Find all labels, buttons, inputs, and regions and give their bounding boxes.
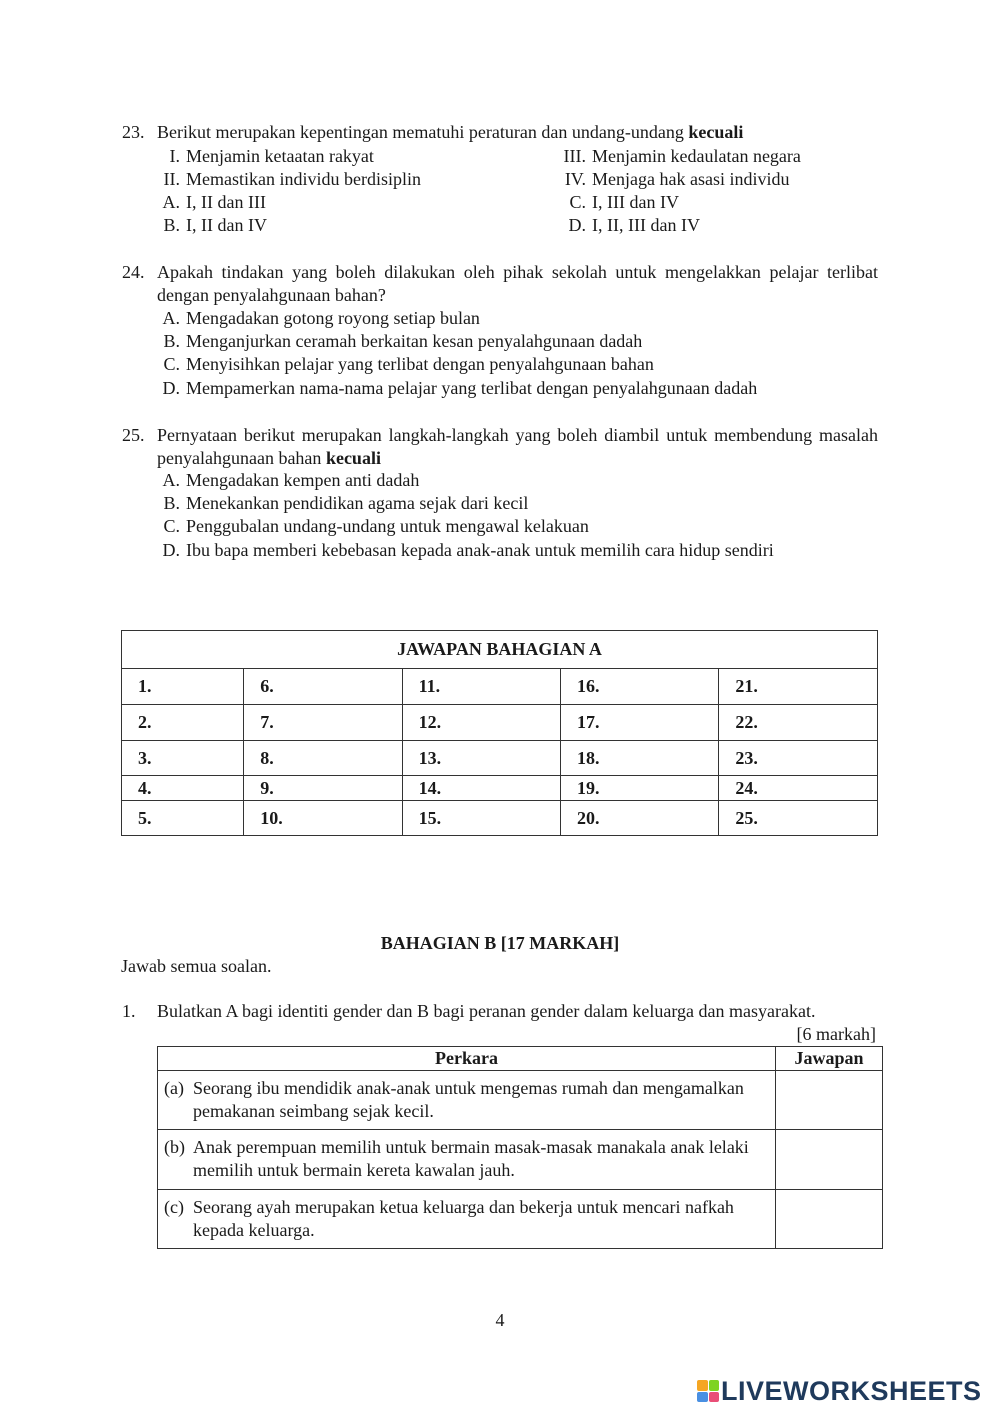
option-b: B. Menekankan pendidikan agama sejak dari kecil	[163, 493, 529, 513]
keyword-kecuali: kecuali	[325, 448, 381, 468]
item-text: Anak perempuan memilih untuk bermain masak-masak manakala anak lelaki memilih untuk bermain kereta kawalan jauh.	[193, 1137, 749, 1180]
option-a: A. Mengadakan kempen anti dadah	[162, 470, 420, 490]
option-d: D. I, II, III dan IV	[568, 215, 700, 235]
page-number: 4	[495, 1310, 505, 1330]
question-23	[122, 121, 878, 144]
item-cell	[158, 1071, 776, 1130]
option-c: C. I, III dan IV	[569, 192, 679, 212]
column-header-jawapan: Jawapan	[776, 1047, 883, 1071]
gender-table	[157, 1046, 883, 1249]
statement-4: IV. Menjaga hak asasi individu	[564, 169, 790, 189]
answer-cell[interactable]: 21.	[719, 669, 878, 705]
table-row	[122, 741, 878, 776]
answer-cell[interactable]: 3.	[122, 741, 244, 776]
answer-cell[interactable]: 17.	[561, 705, 719, 741]
section-b-instruction: Jawab semua soalan.	[121, 956, 272, 976]
table-row	[122, 669, 878, 705]
question-25	[122, 424, 878, 470]
answer-cell[interactable]: 4.	[122, 776, 244, 801]
answer-cell[interactable]	[776, 1190, 883, 1249]
table-row	[158, 1130, 883, 1190]
answer-cell[interactable]: 1.	[122, 669, 244, 705]
question-text: Pernyataan berikut merupakan langkah-langkah yang boleh diambil untuk membendung masalah penyalahgunaan bahan kecuali	[157, 425, 878, 468]
option-b: B. I, II dan IV	[163, 215, 267, 235]
liveworksheets-watermark	[697, 1376, 982, 1406]
item-label: (b)	[164, 1137, 185, 1157]
answer-cell[interactable]: 12.	[402, 705, 560, 741]
item-text: Seorang ayah merupakan ketua keluarga dan bekerja untuk mencari nafkah kepada keluarga.	[193, 1197, 734, 1240]
table-row	[122, 801, 878, 836]
item-cell	[158, 1130, 776, 1190]
marks-label: [6 markah]	[796, 1024, 876, 1044]
item-label: (a)	[164, 1078, 184, 1098]
answer-cell[interactable]: 2.	[122, 705, 244, 741]
option-d: D. Mempamerkan nama-nama pelajar yang terlibat dengan penyalahgunaan dadah	[162, 378, 758, 398]
answer-cell[interactable]: 10.	[244, 801, 402, 836]
answer-cell[interactable]: 23.	[719, 741, 878, 776]
liveworksheets-logo-icon	[697, 1380, 719, 1402]
item-text: Seorang ibu mendidik anak-anak untuk mengemas rumah dan mengamalkan pemakanan seimbang sejak kecil.	[193, 1078, 744, 1121]
option-a: A. I, II dan III	[162, 192, 266, 212]
answer-cell[interactable]: 22.	[719, 705, 878, 741]
statement-2: II. Memastikan individu berdisiplin	[163, 169, 421, 189]
answer-table-title: JAWAPAN BAHAGIAN A	[122, 631, 878, 669]
question-text: Berikut merupakan kepentingan mematuhi peraturan dan undang-undang kecuali	[157, 122, 744, 142]
option-b: B. Menganjurkan ceramah berkaitan kesan penyalahgunaan dadah	[163, 331, 643, 351]
keyword-kecuali: kecuali	[688, 122, 744, 142]
answer-cell[interactable]: 24.	[719, 776, 878, 801]
answer-cell[interactable]: 5.	[122, 801, 244, 836]
question-number: 1.	[122, 1001, 136, 1021]
table-header-row	[158, 1047, 883, 1071]
item-cell	[158, 1190, 776, 1249]
table-row	[122, 776, 878, 801]
answer-cell[interactable]: 16.	[561, 669, 719, 705]
answer-cell[interactable]	[776, 1130, 883, 1190]
answer-cell[interactable]: 14.	[402, 776, 560, 801]
answer-cell[interactable]: 7.	[244, 705, 402, 741]
answer-cell[interactable]: 13.	[402, 741, 560, 776]
answer-cell[interactable]	[776, 1071, 883, 1130]
answer-table	[121, 630, 878, 836]
option-d: D. Ibu bapa memberi kebebasan kepada anak-anak untuk memilih cara hidup sendiri	[162, 540, 774, 560]
statement-3: III. Menjamin kedaulatan negara	[563, 146, 801, 166]
answer-cell[interactable]: 19.	[561, 776, 719, 801]
section-b-title: BAHAGIAN B [17 MARKAH]	[380, 933, 620, 953]
question-number: 25.	[122, 425, 145, 445]
question-text: Apakah tindakan yang boleh dilakukan oleh pihak sekolah untuk mengelakkan pelajar terlibat dengan penyalahgunaan bahan?	[157, 262, 878, 305]
option-c: C. Penggubalan undang-undang untuk mengawal kelakuan	[163, 516, 589, 536]
table-row	[122, 705, 878, 741]
question-number: 23.	[122, 122, 145, 142]
table-row	[158, 1190, 883, 1249]
option-c: C. Menyisihkan pelajar yang terlibat dengan penyalahgunaan bahan	[163, 354, 654, 374]
question-text: Bulatkan A bagi identiti gender dan B bagi peranan gender dalam keluarga dan masyarakat.	[157, 1001, 816, 1021]
question-24	[122, 261, 878, 307]
answer-cell[interactable]: 25.	[719, 801, 878, 836]
section-b-question-1	[122, 1000, 878, 1023]
answer-cell[interactable]: 15.	[402, 801, 560, 836]
answer-cell[interactable]: 11.	[402, 669, 560, 705]
answer-cell[interactable]: 18.	[561, 741, 719, 776]
answer-cell[interactable]: 6.	[244, 669, 402, 705]
answer-cell[interactable]: 9.	[244, 776, 402, 801]
option-a: A. Mengadakan gotong royong setiap bulan	[162, 308, 480, 328]
statement-1: I. Menjamin ketaatan rakyat	[169, 146, 374, 166]
answer-cell[interactable]: 20.	[561, 801, 719, 836]
table-row	[158, 1071, 883, 1130]
answer-cell[interactable]: 8.	[244, 741, 402, 776]
column-header-perkara: Perkara	[158, 1047, 776, 1071]
question-number: 24.	[122, 262, 145, 282]
item-label: (c)	[164, 1197, 184, 1217]
watermark-text: LIVEWORKSHEETS	[721, 1376, 982, 1406]
